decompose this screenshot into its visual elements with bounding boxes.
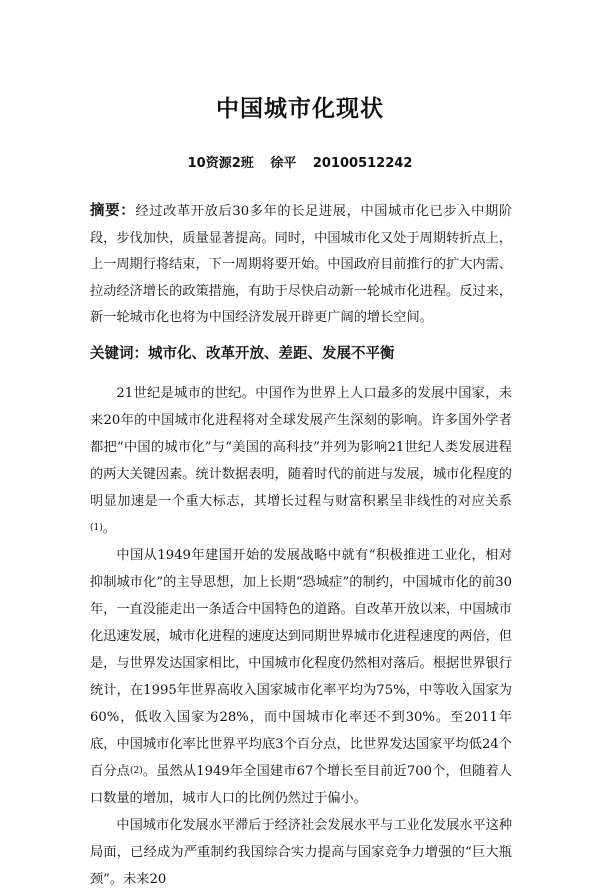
paragraph-tail: 。虽然从1949年全国建市67个增长至目前近700个，但随着人口数量的增加，城市人口的比例仍然过于偏小。: [90, 764, 512, 806]
paragraph-text: 中国城市化发展水平滞后于经济社会发展水平与工业化发展水平这种局面，已经成为严重制约我国综合实力提高与国家竞争力增强的“巨大瓶颈”。未来20: [90, 818, 513, 887]
paragraph-tail: 。: [102, 521, 116, 536]
citation-ref: (2): [130, 766, 143, 776]
paragraph-3: [90, 812, 512, 893]
page-title: 中国城市化现状: [216, 95, 384, 122]
abstract: [90, 198, 512, 332]
paragraph-1: [90, 380, 512, 542]
paragraph-2: [90, 542, 512, 812]
keywords-text: 城市化、改革开放、差距、发展不平衡: [148, 346, 395, 362]
paragraph-text: 21世纪是城市的世纪。中国作为世界上人口最多的发展中国家，未来20年的中国城市化进程将对全球发展产生深刻的影响。许多国外学者都把“中国的城市化”与“美国的高科技”并列为影响21世纪人类发展进程的两大关键因素。统计数据表明，随着时代的前进与发展，城市化程度的明显加速是一个重大标志，其增长过程与财富积累呈非线性的对应关系: [90, 386, 512, 509]
citation-ref: (1): [90, 523, 103, 533]
paragraph-text: 中国从1949年建国开始的发展战略中就有“积极推进工业化，相对抑制城市化”的主导思想，加上长期“恐城症”的制约，中国城市化的前30年，一直没能走出一条适合中国特色的道路。自改革开放以来，中国城市化迅速发展，城市化进程的速度达到同期世界城市化进程速度的两倍，但是，与世界发达国家相比，中国城市化程度仍然相对落后。根据世界银行统计，在1995年世界高收入国家城市化率平均为75%，中等收入国家为60%，低收入国家为28%，而中国城市化率还不到30%。至2011年底，中国城市化率比世界平均底3个百分点，比世界发达国家平均低24个百分点: [90, 548, 512, 779]
author-student-id: 20100512242: [312, 156, 413, 171]
author-line: [0, 152, 600, 171]
keywords-label: 关键词：: [90, 346, 148, 362]
abstract-label: 摘要：: [90, 203, 136, 219]
author-name: 徐平: [270, 156, 297, 171]
abstract-text: 经过改革开放后30多年的长足进展，中国城市化已步入中期阶段，步伐加快，质量显著提高。同时，中国城市化又处于周期转折点上，上一周期行将结束，下一周期将要开始。中国政府目前推行的扩大内需、拉动经济增长的政策措施，有助于尽快启动新一轮城市化进程。反过来，新一轮城市化也将为中国经济发展开辟更广阔的增长空间。: [90, 204, 513, 325]
author-class: 10资源2班: [187, 156, 254, 171]
body-text: [90, 380, 512, 893]
keywords: [90, 342, 512, 363]
